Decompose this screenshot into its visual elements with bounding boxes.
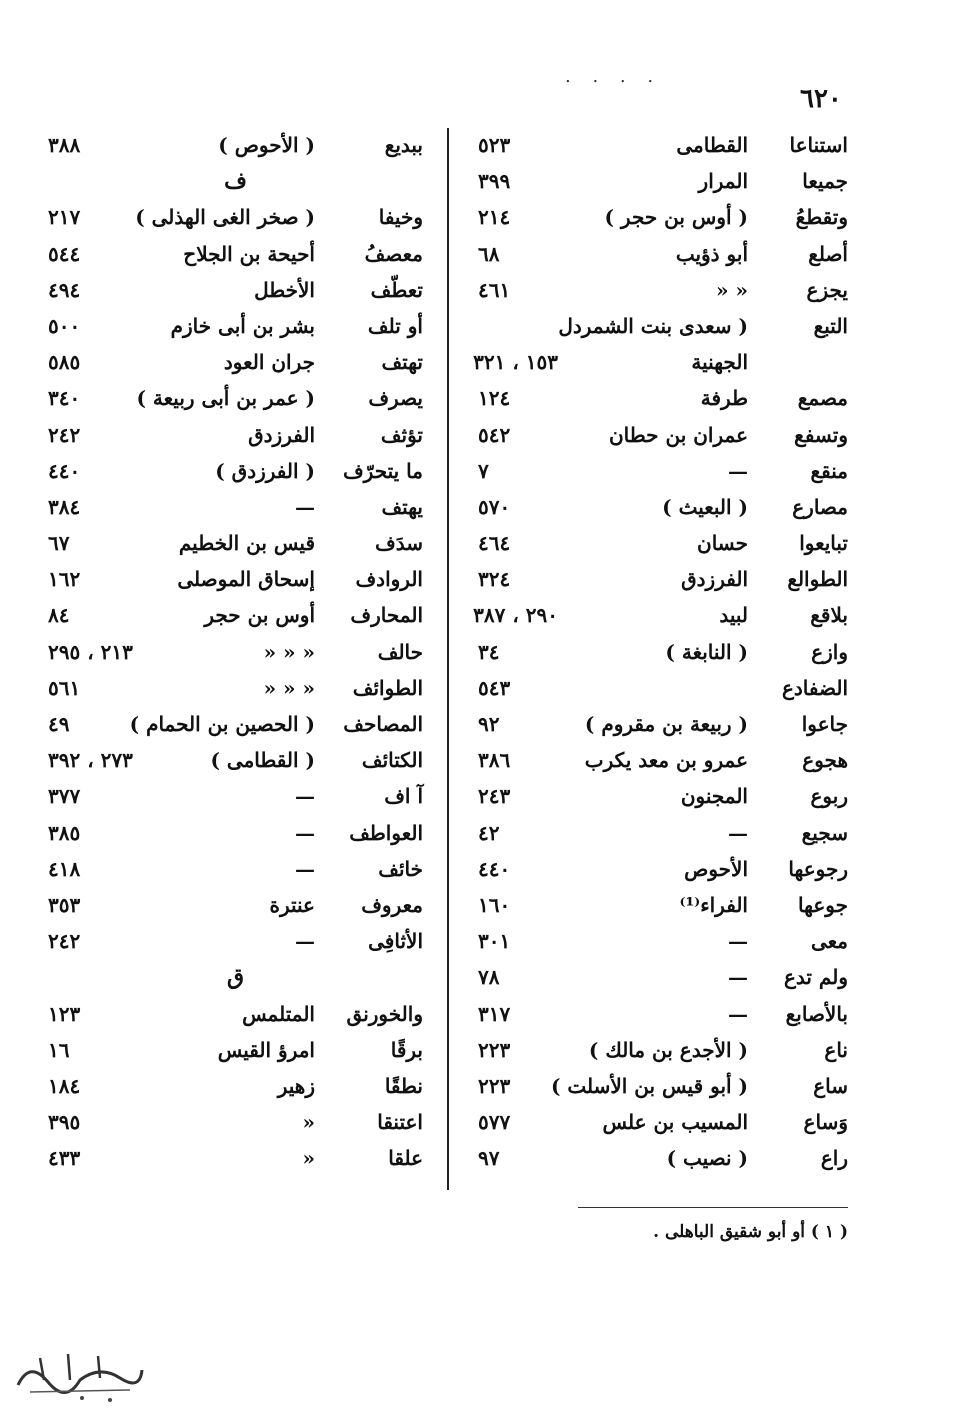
index-page: ٥٤٢ <box>478 422 511 447</box>
index-word: بالأصابع <box>785 1001 848 1026</box>
index-word: وتقطعُ <box>795 205 848 230</box>
index-row <box>478 670 848 706</box>
footnote-rule <box>578 1207 848 1208</box>
index-word: علقا <box>388 1146 423 1171</box>
index-row <box>478 236 848 272</box>
index-page: ٣٨٦ <box>478 748 511 773</box>
index-poet: ( عمر بن أبى ربيعة ) <box>136 386 315 411</box>
index-word: اعتنقا <box>377 1110 423 1135</box>
index-row <box>48 1104 423 1140</box>
index-word: معروف <box>361 892 423 917</box>
index-page: ٥٧٧ <box>478 1110 511 1135</box>
index-poet: ( الفرزدق ) <box>215 458 315 483</box>
index-poet: ( صخر الغى الهذلى ) <box>135 205 315 230</box>
index-poet: أوس بن حجر <box>204 603 315 628</box>
index-row <box>48 742 423 778</box>
index-word: المحارف <box>350 603 423 628</box>
index-word: تبايعوا <box>799 531 848 556</box>
index-word: ولم تدع <box>783 965 848 990</box>
index-word: ربوع <box>810 784 848 809</box>
index-row <box>473 597 848 633</box>
index-page: ٣٢٤ <box>478 567 511 592</box>
index-word: يجزع <box>806 277 848 302</box>
index-page: ٣٩٩ <box>478 169 511 194</box>
index-word: جميعا <box>802 169 848 194</box>
index-word: ساع <box>813 1073 848 1098</box>
index-page: ٥٤٤ <box>48 241 81 266</box>
index-word: برقًا <box>390 1037 423 1062</box>
index-page: ٢٢٣ <box>478 1037 511 1062</box>
index-page: ٣٥٣ <box>48 892 81 917</box>
index-page: ١٦٢ <box>48 567 81 592</box>
index-row <box>478 1140 848 1176</box>
index-page: ٢١٤ <box>478 205 511 230</box>
index-word: تعطّف <box>370 277 423 302</box>
index-row <box>478 996 848 1032</box>
index-row <box>478 380 848 416</box>
index-row <box>48 851 423 887</box>
index-word: أصلع <box>808 241 848 266</box>
section-letter <box>48 163 423 199</box>
index-word: تهتف <box>381 350 423 375</box>
index-poet: القطامى <box>676 133 748 157</box>
index-row <box>48 923 423 959</box>
index-poet: — <box>295 784 315 809</box>
index-word: والخورنق <box>346 1001 423 1026</box>
index-word: المصاحف <box>343 712 423 736</box>
index-page: ١٢٣ <box>48 1001 81 1026</box>
index-row <box>478 851 848 887</box>
index-word: وخيفا <box>378 205 423 230</box>
library-logo <box>10 1340 150 1410</box>
index-page: ٤٩ <box>48 712 70 736</box>
index-word: الطوائف <box>352 675 423 700</box>
index-word: رجوعها <box>788 856 848 881</box>
index-row <box>48 706 423 742</box>
index-row <box>478 561 848 597</box>
index-row <box>478 815 848 851</box>
index-page: ٧٨ <box>478 965 500 990</box>
index-poet: « « « <box>263 675 315 700</box>
index-page: ٣١٧ <box>478 1001 511 1026</box>
index-page: ٤٩٤ <box>48 277 81 302</box>
index-page: ٤٢ <box>478 820 500 845</box>
index-row <box>48 236 423 272</box>
index-word: وازع <box>811 639 848 664</box>
index-row <box>478 778 848 814</box>
index-page: ٢٧٣ ، ٣٩٢ <box>48 748 133 773</box>
index-poet: ( ربيعة بن مقروم ) <box>584 712 748 736</box>
right-column <box>473 127 848 1176</box>
page-number: ٦٢٠ <box>800 84 842 114</box>
index-word: راع <box>820 1146 848 1171</box>
index-poet: ( أبو قيس بن الأسلت ) <box>550 1073 748 1098</box>
index-page: ٤٣٣ <box>48 1146 81 1171</box>
index-row <box>478 959 848 995</box>
index-row <box>478 127 848 163</box>
index-page: ١٢٤ <box>478 386 511 411</box>
index-row <box>478 489 848 525</box>
index-page: ٥٦١ <box>48 675 81 700</box>
index-page: ٩٧ <box>478 1146 500 1171</box>
footnote: ( ١ ) أو أبو شقيق الباهلى . <box>653 1222 848 1242</box>
index-word: ناع <box>824 1037 848 1062</box>
index-row <box>48 525 423 561</box>
index-word: خائف <box>378 856 423 881</box>
index-word: استناعا <box>789 133 848 157</box>
index-page: ٢٤٢ <box>48 422 81 447</box>
index-word: التبع <box>813 313 848 338</box>
index-page: ٢٤٢ <box>48 929 81 954</box>
index-word: الضفادع <box>781 675 848 700</box>
section-letter-text: ق <box>226 964 245 991</box>
index-word: الروادف <box>355 567 423 592</box>
index-word: سجيع <box>801 820 848 845</box>
scan-dots: . . . . <box>565 66 662 87</box>
index-row <box>478 1068 848 1104</box>
index-page: ٢٩٠ ، ٣٨٧ <box>473 603 558 628</box>
index-poet: ( سعدى بنت الشمردل <box>558 313 748 338</box>
index-row <box>48 996 423 1032</box>
index-row <box>48 1068 423 1104</box>
index-row <box>48 561 423 597</box>
index-row <box>48 1140 423 1176</box>
index-poet: المجنون <box>680 784 748 809</box>
index-poet: ( أوس بن حجر ) <box>604 205 748 230</box>
index-poet: — <box>295 820 315 845</box>
index-word: ببديع <box>384 133 423 157</box>
index-row <box>48 634 423 670</box>
index-row <box>48 344 423 380</box>
index-row <box>478 525 848 561</box>
index-word: يهتف <box>381 494 423 519</box>
index-page: ٢٤٣ <box>478 784 511 809</box>
index-page: ٣٨٥ <box>48 820 81 845</box>
index-word: معصفُ <box>364 241 423 266</box>
index-row <box>48 489 423 525</box>
index-row <box>48 417 423 453</box>
index-poet: بشر بن أبى خازم <box>170 313 315 338</box>
index-page: ٥٤٣ <box>478 675 511 700</box>
index-poet: ( القطامى ) <box>210 748 315 773</box>
index-page: ٣٨٤ <box>48 494 81 519</box>
index-page: ٤٤٠ <box>478 856 511 881</box>
index-word: مصارع <box>792 494 848 519</box>
index-page: ٥٨٥ <box>48 350 81 375</box>
index-page: ٣٤ <box>478 639 500 664</box>
index-row <box>48 380 423 416</box>
left-column <box>48 127 423 1176</box>
index-word: سدَف <box>375 531 423 556</box>
index-poet: الأحوص <box>684 856 748 881</box>
index-poet: المتلمس <box>242 1001 315 1026</box>
index-page: ٣٩٥ <box>48 1110 81 1135</box>
index-poet: المسيب بن علس <box>602 1110 748 1135</box>
index-row <box>478 453 848 489</box>
index-row <box>48 1032 423 1068</box>
index-poet: ( النابغة ) <box>665 639 748 664</box>
index-word: جوعها <box>798 892 848 917</box>
index-poet: — <box>728 929 748 954</box>
index-row <box>48 778 423 814</box>
index-page: ١٦٠ <box>478 892 511 917</box>
index-row <box>48 670 423 706</box>
index-poet: — <box>728 458 748 483</box>
index-poet: الفرزدق <box>248 422 315 447</box>
index-poet: جران العود <box>223 350 315 375</box>
index-word: ما يتحرّف <box>342 458 423 483</box>
index-row <box>478 706 848 742</box>
index-row <box>478 634 848 670</box>
index-poet: ( نصيب ) <box>666 1146 748 1171</box>
index-poet: قيس بن الخطيم <box>178 531 315 556</box>
index-poet: لبيد <box>719 603 748 628</box>
index-word: بلاقع <box>810 603 848 628</box>
index-row <box>48 597 423 633</box>
index-poet: أحيحة بن الجلاح <box>183 241 315 266</box>
index-word: آ اف <box>384 784 423 809</box>
index-word: منقع <box>810 458 848 483</box>
index-row <box>478 742 848 778</box>
index-row <box>48 272 423 308</box>
index-page: ١٨٤ <box>48 1073 81 1098</box>
index-poet: زهير <box>277 1073 315 1098</box>
index-row <box>478 308 848 344</box>
index-word: حالف <box>377 639 423 664</box>
section-letter <box>48 959 423 995</box>
index-word: تؤثف <box>380 422 423 447</box>
index-word: الأثافِى <box>368 929 423 954</box>
index-row <box>478 1104 848 1140</box>
index-word: العواطف <box>349 820 423 845</box>
index-poet: الأخطل <box>254 277 315 302</box>
index-poet: إسحاق الموصلى <box>177 567 315 592</box>
index-poet: امرؤ القيس <box>217 1037 315 1062</box>
index-poet: — <box>728 1001 748 1026</box>
index-row <box>478 923 848 959</box>
index-page: ٦٧ <box>48 531 70 556</box>
index-row <box>478 199 848 235</box>
index-page: ٥٧٠ <box>478 494 511 519</box>
index-poet: — <box>295 856 315 881</box>
index-word: وَساع <box>803 1110 848 1135</box>
index-row <box>478 163 848 199</box>
section-letter-text: ف <box>224 168 247 195</box>
index-row <box>48 453 423 489</box>
index-poet: عنترة <box>269 892 315 917</box>
index-page: ٦٨ <box>478 241 500 266</box>
index-poet: طرفة <box>700 386 748 411</box>
index-word: نطقًا <box>384 1073 423 1098</box>
index-poet: « <box>302 1110 315 1135</box>
index-page: ٢١٣ ، ٢٩٥ <box>48 639 133 664</box>
index-poet: ( البعيث ) <box>662 494 748 519</box>
index-poet: الفراء⁽¹⁾ <box>679 892 748 917</box>
index-page: ٤٤٠ <box>48 458 81 483</box>
index-page: ٣٤٠ <box>48 386 81 411</box>
column-divider <box>447 128 449 1190</box>
index-poet: الجهنية <box>691 350 748 375</box>
index-page: ٥٠٠ <box>48 313 81 338</box>
index-page: ١٦ <box>48 1037 70 1062</box>
index-page: ٣٠١ <box>478 929 511 954</box>
index-page: ٤٦٤ <box>478 531 511 556</box>
index-row <box>478 417 848 453</box>
index-row <box>48 887 423 923</box>
index-poet: ( الأحوص ) <box>218 133 315 157</box>
index-row <box>48 815 423 851</box>
index-poet: — <box>728 965 748 990</box>
index-word: الطوالع <box>787 567 848 592</box>
index-poet: — <box>728 820 748 845</box>
index-row <box>478 887 848 923</box>
index-poet: عمران بن حطان <box>608 422 748 447</box>
index-poet: المرار <box>698 169 748 194</box>
index-poet: ( الحصين بن الحمام ) <box>129 712 315 736</box>
index-page: ١٥٣ ، ٣٢١ <box>473 350 558 375</box>
index-row <box>48 127 423 163</box>
index-poet: — <box>295 929 315 954</box>
index-word: هجوع <box>802 748 848 773</box>
index-page: ٤١٨ <box>48 856 81 881</box>
index-row <box>478 1032 848 1068</box>
index-poet: عمرو بن معد يكرب <box>584 748 748 773</box>
index-page: ٣٧٧ <box>48 784 81 809</box>
index-word: وتسفع <box>794 422 848 447</box>
index-poet: — <box>295 494 315 519</box>
index-page: ٢٢٣ <box>478 1073 511 1098</box>
index-page: ٥٢٣ <box>478 133 511 157</box>
index-row <box>48 199 423 235</box>
index-poet: « <box>302 1146 315 1171</box>
index-word: يصرف <box>368 386 423 411</box>
index-page: ٧ <box>478 458 489 483</box>
index-page: ٨٤ <box>48 603 70 628</box>
index-word: معى <box>810 929 848 954</box>
index-word: مصمع <box>797 386 848 411</box>
index-page: ٤٦١ <box>478 277 511 302</box>
index-poet: حسان <box>697 531 748 556</box>
index-poet: أبو ذؤيب <box>675 241 748 266</box>
index-poet: ( الأجدع بن مالك ) <box>588 1037 748 1062</box>
index-row <box>478 272 848 308</box>
index-page: ٩٢ <box>478 712 500 736</box>
index-page: ٣٨٨ <box>48 133 81 157</box>
index-poet: « « « <box>263 639 315 664</box>
index-poet: الفرزدق <box>681 567 748 592</box>
index-page: ٢١٧ <box>48 205 81 230</box>
index-word: الكتائف <box>361 748 423 773</box>
index-poet: « « <box>716 277 748 302</box>
index-word: جاعوا <box>801 712 848 736</box>
index-row <box>48 308 423 344</box>
index-row <box>473 344 848 380</box>
index-word: أو تلف <box>367 313 423 338</box>
